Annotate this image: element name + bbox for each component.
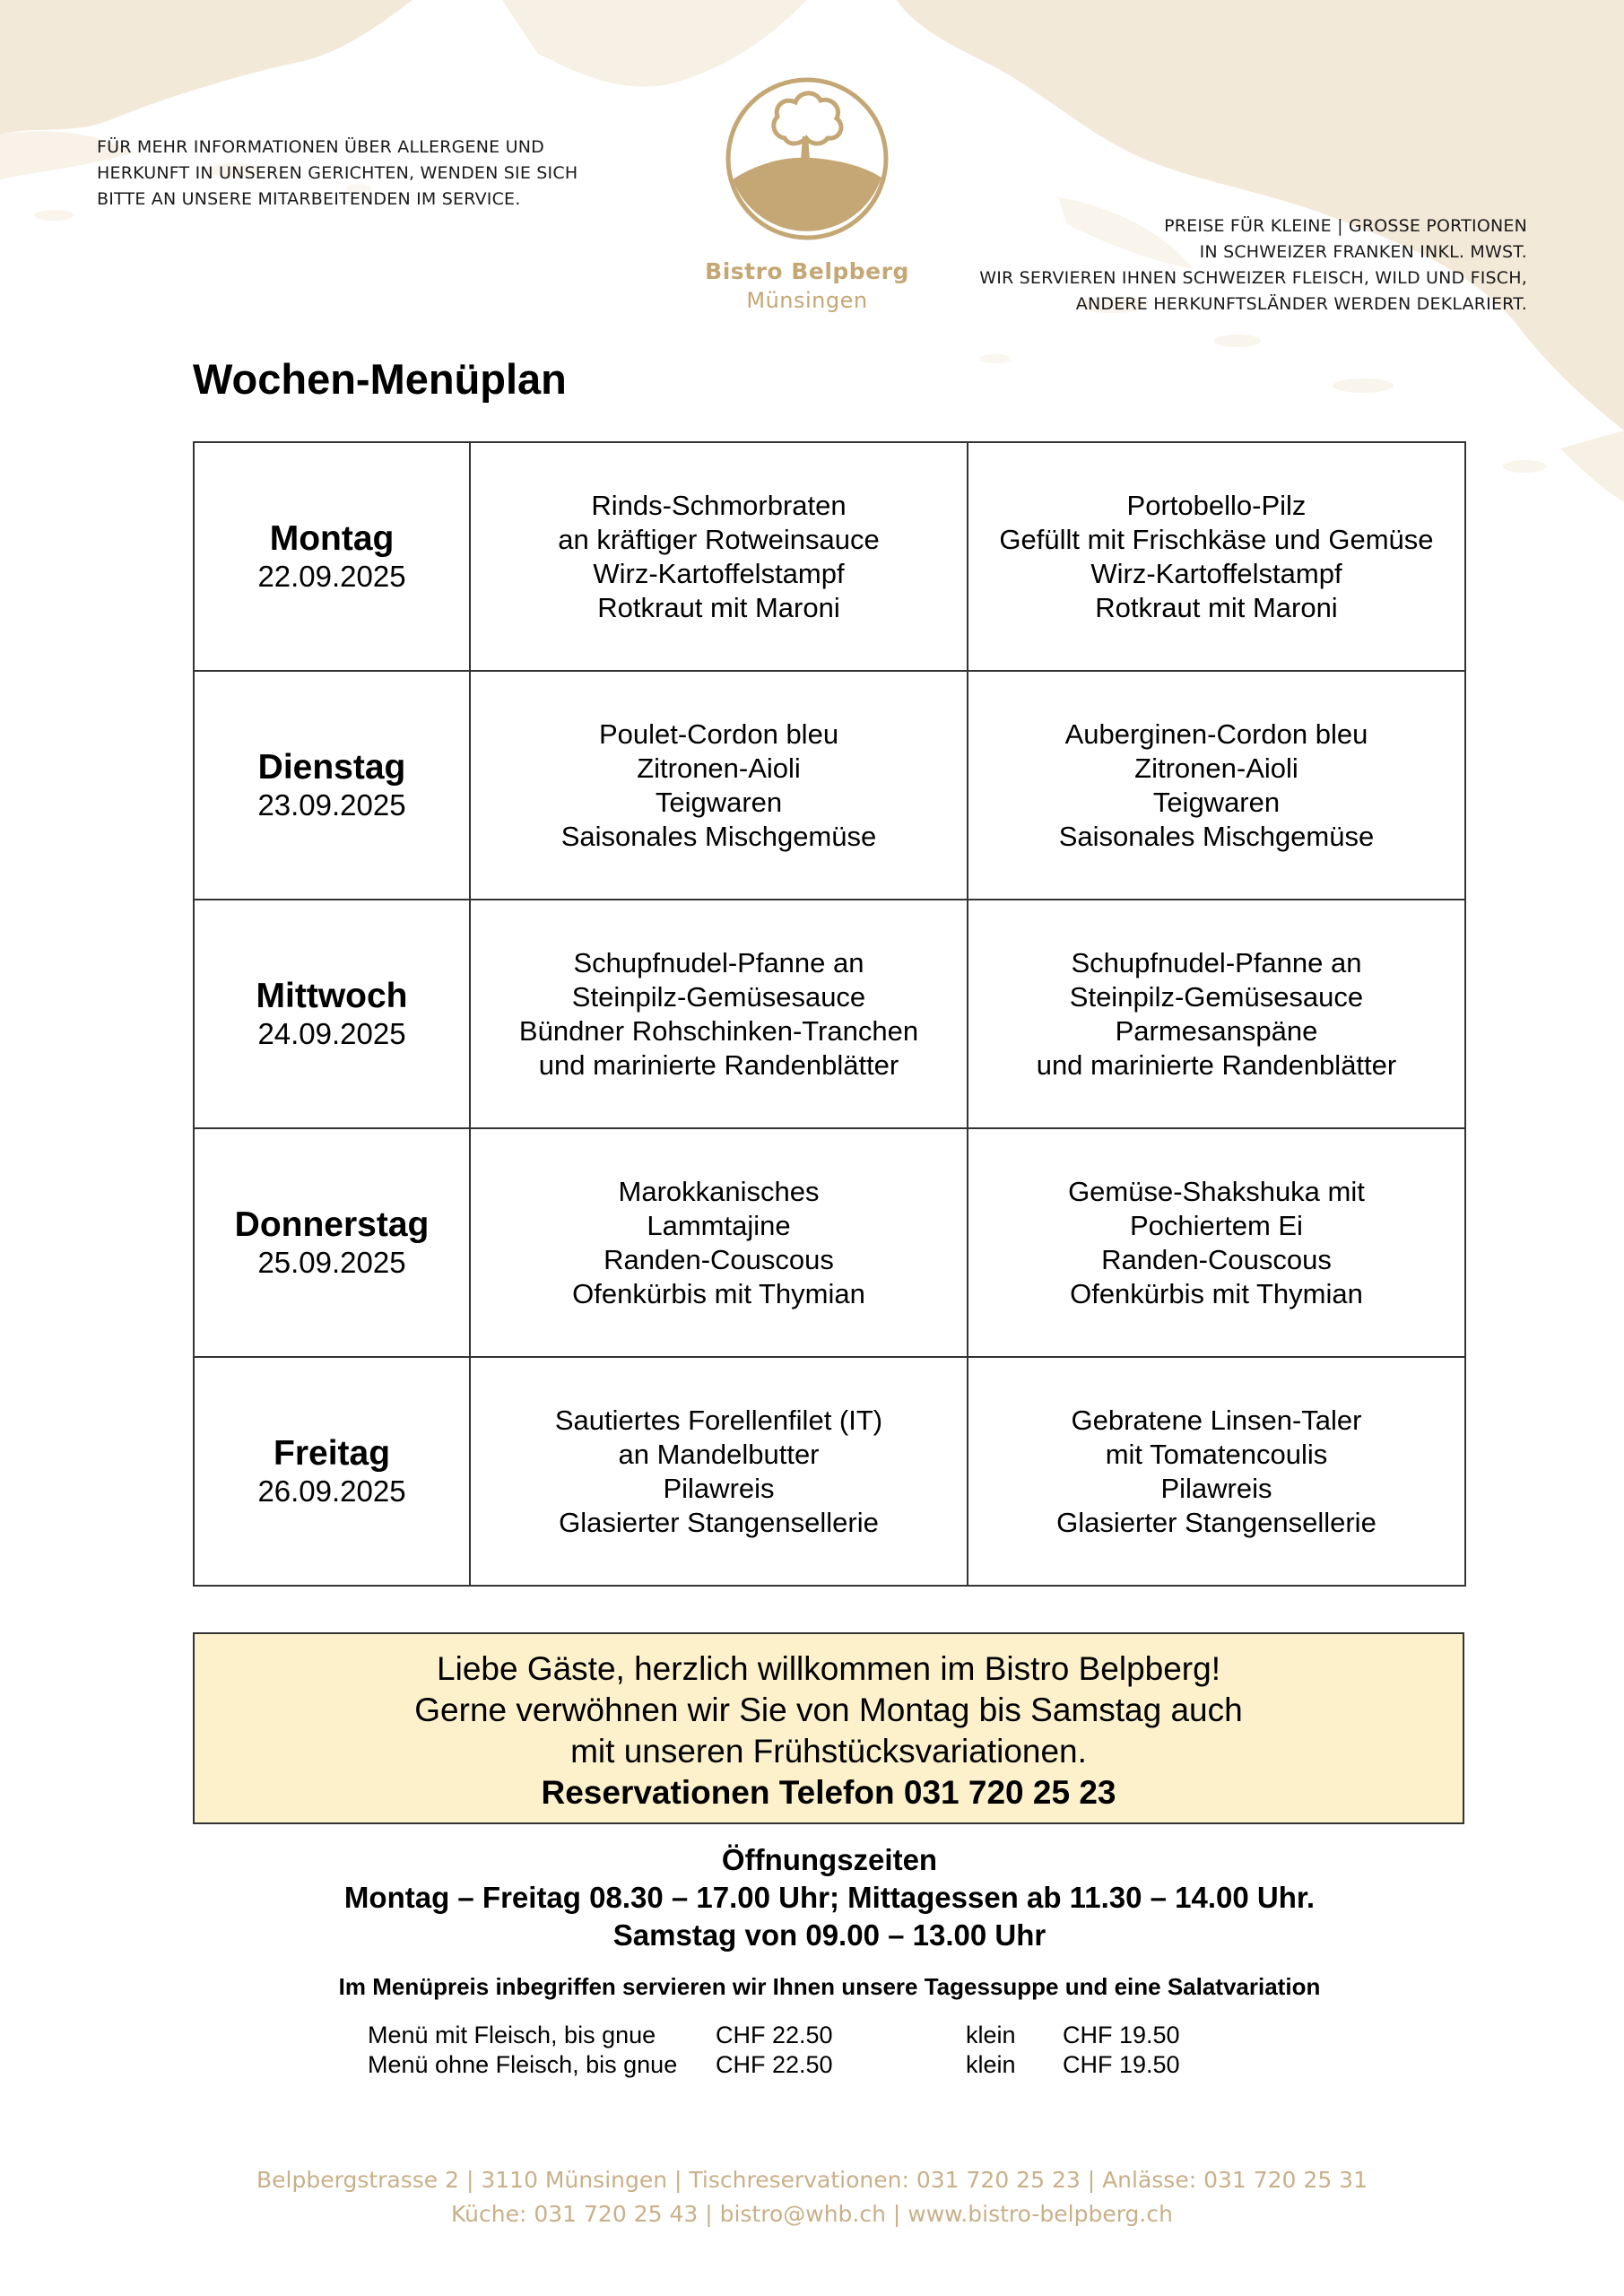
price-list [368,2021,1264,2080]
dish-line: Gebratene Linsen-Taler [1071,1404,1362,1436]
included-note: Im Menüpreis inbegriffen servieren wir Ihnen unsere Tagessuppe und eine Salatvariation [338,1973,1321,2000]
dish-line: Marokkanisches [618,1175,820,1207]
allergen-note [97,135,635,213]
day-name: Montag [269,518,395,558]
dish-line: Gemüse-Shakshuka mit [1068,1175,1365,1207]
price-note-line: WIR SERVIEREN IHNEN SCHWEIZER FLEISCH, WILD UND FISCH, [979,268,1527,288]
dish-line: Zitronen-Aioli [637,752,801,784]
day-date: 25.09.2025 [257,1245,406,1279]
logo-location: Münsingen [746,288,868,313]
dish-line: Schupfnudel-Pfanne an [1071,946,1362,978]
opening-hours-title: Öffnungszeiten [721,1843,938,1876]
reservation-phone: Reservationen Telefon 031 720 25 23 [541,1774,1116,1811]
veg-dish-cell [968,671,1465,900]
dish-line: Rinds-Schmorbraten [591,489,847,521]
small-portion-label: klein [966,2022,1016,2048]
veg-dish-cell [968,1357,1465,1586]
day-date: 22.09.2025 [257,559,406,593]
weekly-menu-table [193,441,1466,1587]
price-row [368,2050,1264,2080]
dish-line: an Mandelbutter [618,1438,820,1470]
day-name: Donnerstag [234,1205,430,1244]
dish-line: Pilawreis [663,1472,775,1504]
page-title: Wochen-Menüplan [193,355,567,403]
table-row [194,671,1465,900]
small-portion-label: klein [966,2051,1016,2078]
day-name: Dienstag [257,747,406,787]
dish-line: Glasierter Stangensellerie [559,1506,879,1538]
table-row [194,442,1465,671]
day-cell [194,1357,470,1586]
footer-contact [0,2163,1624,2231]
dish-line: Saisonales Mischgemüse [560,820,877,852]
price-row [368,2021,1264,2050]
dish-line: mit Tomatencoulis [1105,1438,1328,1470]
welcome-line: Gerne verwöhnen wir Sie von Montag bis Samstag auch [414,1692,1243,1728]
day-name: Mittwoch [256,976,408,1015]
dish-line: und marinierte Randenblätter [538,1048,899,1081]
dish-line: Wirz-Kartoffelstampf [593,557,845,589]
dish-line: Rotkraut mit Maroni [597,591,840,623]
welcome-line: mit unseren Frühstücksvariationen. [570,1733,1087,1770]
dish-line: Ofenkürbis mit Thymian [1070,1277,1363,1309]
veg-dish-cell [968,442,1465,671]
dish-line: Randen-Couscous [604,1243,834,1275]
opening-hours-weekdays: Montag – Freitag 08.30 – 17.00 Uhr; Mittagessen ab 11.30 – 14.00 Uhr. [343,1881,1316,1914]
logo-name: Bistro Belpberg [705,258,909,284]
dish-line: Poulet-Cordon bleu [598,718,839,750]
allergen-note-line: HERKUNFT IN UNSEREN GERICHTEN, WENDEN SIE SICH [97,163,578,183]
dish-line: Pochiertem Ei [1129,1209,1303,1241]
price-note-line: ANDERE HERKUNFTSLÄNDER WERDEN DEKLARIERT. [1075,294,1527,314]
dish-line: Portobello-Pilz [1126,489,1307,521]
allergen-note-line: BITTE AN UNSERE MITARBEITENDEN IM SERVICE. [97,189,521,209]
dish-line: Rotkraut mit Maroni [1095,591,1338,623]
day-name: Freitag [274,1433,391,1473]
day-cell [194,671,470,900]
small-portion-price: CHF 19.50 [1063,2022,1180,2048]
day-cell [194,900,470,1128]
veg-dish-cell [968,900,1465,1128]
meat-dish-cell [470,900,968,1128]
day-cell [194,442,470,671]
day-date: 26.09.2025 [257,1474,406,1508]
table-row [194,900,1465,1128]
dish-line: Teigwaren [1152,786,1281,818]
dish-line: Glasierter Stangensellerie [1056,1506,1376,1538]
table-row [194,1357,1465,1586]
day-date: 23.09.2025 [257,787,406,822]
dish-line: Teigwaren [655,786,783,818]
dish-line: Schupfnudel-Pfanne an [573,946,864,978]
dish-line: Sautiertes Forellenfilet (IT) [554,1404,883,1436]
dish-line: Bündner Rohschinken-Tranchen [518,1014,919,1047]
dish-line: Pilawreis [1160,1472,1272,1504]
footer-address: Belpbergstrasse 2 | 3110 Münsingen | Tischreservationen: 031 720 25 23 | Anlässe: 031 720 25 31 [256,2167,1368,2193]
dish-line: Zitronen-Aioli [1134,752,1298,784]
meat-dish-cell [470,1357,968,1586]
dish-line: und marinierte Randenblätter [1036,1048,1397,1081]
footer-contacts: Küche: 031 720 25 43 | bistro@whb.ch | www.bistro-belpberg.ch [451,2201,1173,2227]
day-cell [194,1128,470,1357]
price-label: Menü ohne Fleisch, bis gnue [368,2051,678,2078]
dish-line: Auberginen-Cordon bleu [1064,718,1368,750]
dish-line: Wirz-Kartoffelstampf [1090,557,1342,589]
welcome-line: Liebe Gäste, herzlich willkommen im Bistro Belpberg! [437,1650,1220,1687]
price-label: Menü mit Fleisch, bis gnue [368,2022,656,2048]
table-row [194,1128,1465,1357]
dish-line: Lammtajine [647,1209,791,1241]
dish-line: Parmesanspäne [1115,1014,1318,1047]
dish-line: Steinpilz-Gemüsesauce [1069,980,1364,1013]
meat-dish-cell [470,1128,968,1357]
dish-line: Saisonales Mischgemüse [1058,820,1375,852]
small-portion-price: CHF 19.50 [1063,2051,1180,2078]
dish-line: Randen-Couscous [1101,1243,1332,1275]
meat-dish-cell [470,671,968,900]
dish-line: Gefüllt mit Frischkäse und Gemüse [999,523,1434,555]
veg-dish-cell [968,1128,1465,1357]
price-note-line: PREISE FÜR KLEINE | GROSSE PORTIONEN [1164,216,1527,236]
opening-hours-saturday: Samstag von 09.00 – 13.00 Uhr [612,1918,1046,1952]
opening-hours [193,1841,1466,1954]
price-origin-note [846,213,1527,317]
allergen-note-line: FÜR MEHR INFORMATIONEN ÜBER ALLERGENE UND [97,137,544,157]
meat-dish-cell [470,442,968,671]
price-note-line: IN SCHWEIZER FRANKEN INKL. MWST. [1199,242,1527,262]
welcome-box [193,1632,1464,1824]
dish-line: Steinpilz-Gemüsesauce [571,980,866,1013]
dish-line: an kräftiger Rotweinsauce [558,523,880,555]
dish-line: Ofenkürbis mit Thymian [572,1277,865,1309]
day-date: 24.09.2025 [257,1016,406,1050]
price-value: CHF 22.50 [716,2022,833,2048]
price-value: CHF 22.50 [716,2051,833,2078]
